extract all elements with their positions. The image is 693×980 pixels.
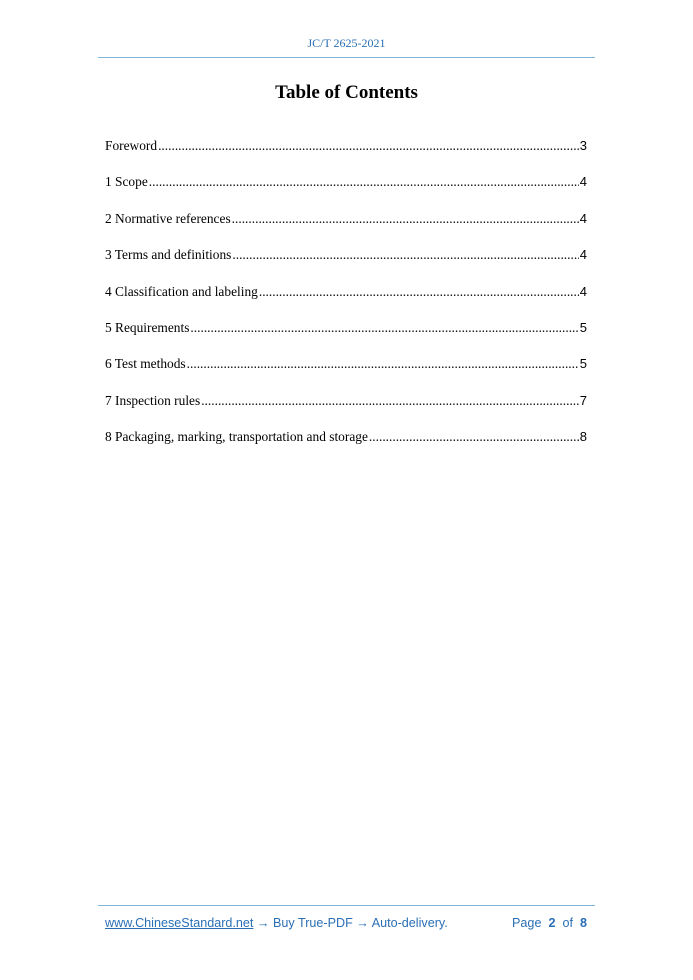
footer-divider [98, 905, 595, 906]
page-footer [105, 916, 587, 934]
toc-entry-label: 4 Classification and labeling [105, 283, 258, 299]
toc-entry-label: 2 Normative references [105, 210, 231, 226]
toc-entry-inspection-rules[interactable] [105, 393, 587, 429]
toc-dot-leader [259, 284, 579, 300]
page-word: Page [512, 916, 542, 930]
toc-entry-terms-definitions[interactable] [105, 247, 587, 283]
toc-entry-scope[interactable] [105, 174, 587, 210]
page-indicator [512, 916, 587, 930]
toc-entry-label: 8 Packaging, marking, transportation and storage [105, 429, 368, 445]
toc-dot-leader [201, 393, 579, 409]
toc-dot-leader [190, 320, 578, 336]
of-word: of [562, 916, 573, 930]
total-pages-number: 8 [579, 916, 587, 930]
arrow-right-icon: → [253, 916, 274, 930]
toc-dot-leader [232, 211, 579, 227]
toc-dot-leader [369, 429, 579, 445]
table-of-contents [105, 138, 587, 466]
toc-entry-normative-references[interactable] [105, 211, 587, 247]
toc-entry-label: 6 Test methods [105, 356, 186, 372]
buy-true-pdf-text: Buy True-PDF [273, 916, 353, 930]
arrow-right-icon: → [352, 916, 372, 930]
toc-entry-page: 5 [579, 356, 587, 372]
footer-promo [105, 916, 448, 930]
toc-entry-label: 5 Requirements [105, 319, 190, 335]
page-title: Table of Contents [275, 82, 418, 103]
toc-entry-page: 7 [579, 392, 587, 408]
toc-dot-leader [187, 356, 579, 372]
website-link[interactable]: www.ChineseStandard.net [105, 916, 254, 930]
toc-entry-page: 8 [579, 429, 587, 445]
page-header-standard-code: JC/T 2625-2021 [307, 36, 386, 50]
toc-entry-page: 4 [579, 283, 587, 299]
toc-entry-label: Foreword [105, 138, 158, 153]
toc-entry-page: 4 [579, 210, 587, 226]
toc-entry-foreword[interactable] [105, 138, 587, 174]
auto-delivery-text: Auto-delivery. [371, 916, 448, 930]
toc-entry-label: 7 Inspection rules [105, 392, 201, 408]
toc-entry-label: 3 Terms and definitions [105, 247, 232, 263]
toc-entry-page: 4 [579, 174, 587, 190]
toc-entry-test-methods[interactable] [105, 356, 587, 392]
current-page-number: 2 [548, 916, 556, 930]
header-divider [98, 57, 595, 58]
toc-entry-page: 5 [579, 319, 587, 335]
toc-entry-classification-labeling[interactable] [105, 284, 587, 320]
toc-dot-leader [158, 138, 579, 154]
toc-entry-requirements[interactable] [105, 320, 587, 356]
toc-entry-packaging[interactable] [105, 429, 587, 465]
toc-entry-page: 3 [579, 138, 587, 153]
toc-dot-leader [232, 247, 578, 263]
toc-entry-label: 1 Scope [105, 174, 148, 190]
toc-dot-leader [149, 174, 579, 190]
toc-entry-page: 4 [579, 247, 587, 263]
